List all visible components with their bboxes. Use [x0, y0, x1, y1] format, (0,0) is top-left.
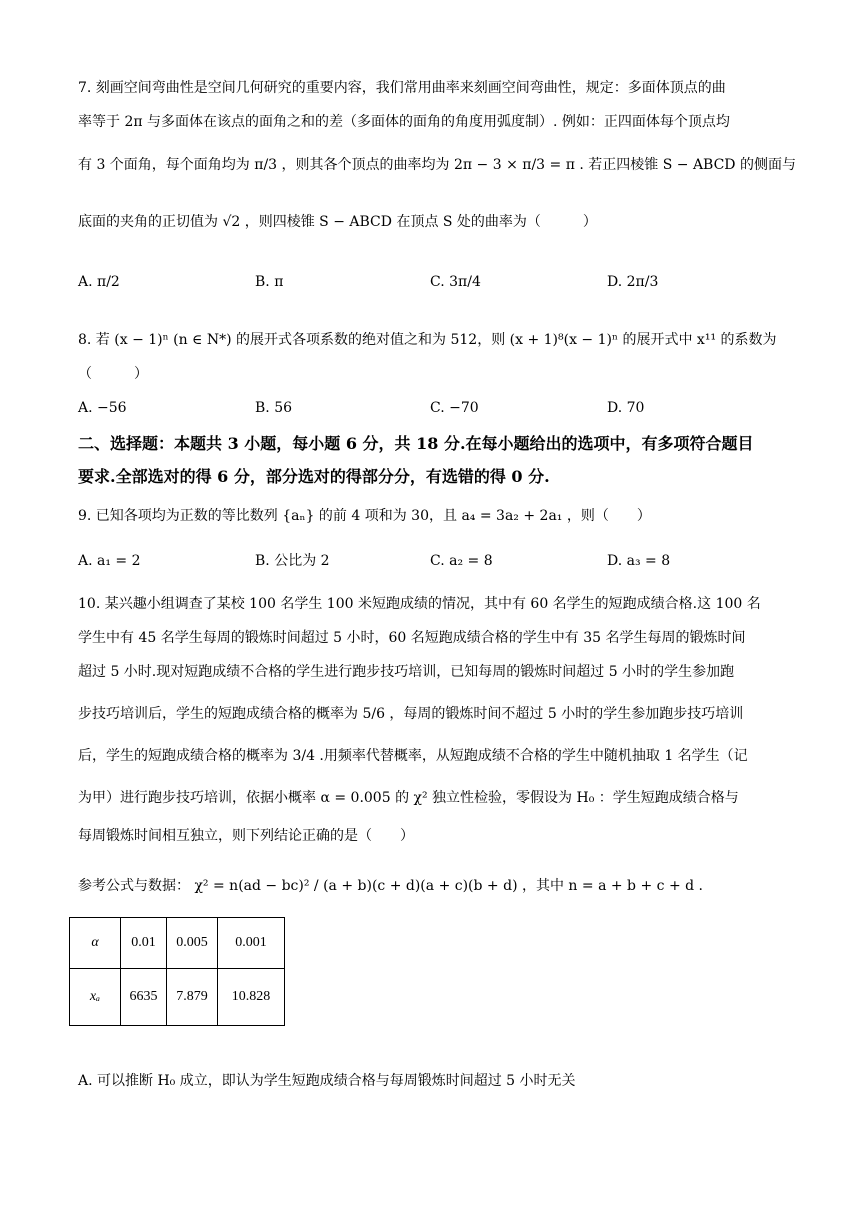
- table-row: [70, 918, 285, 969]
- q10-line-6: 为甲）进行跑步技巧培训，依据小概率 α = 0.005 的 χ² 独立性检验，零假设为 H₀ ：学生短跑成绩合格与: [78, 790, 739, 806]
- q8-option-c: C. −70: [430, 400, 479, 416]
- section-2-heading-line-1: 二、选择题：本题共 3 小题，每小题 6 分，共 18 分.在每小题给出的选项中，有多项符合题目: [78, 434, 754, 453]
- q10-line-5: 后，学生的短跑成绩合格的概率为 3/4 .用频率代替概率，从短跑成绩不合格的学生中随机抽取 1 名学生（记: [78, 748, 748, 764]
- q10-line-4: 步技巧培训后，学生的短跑成绩合格的概率为 5/6 ，每周的锻炼时间不超过 5 小时的学生参加跑步技巧培训: [78, 706, 744, 722]
- q7-line-4: 底面的夹角的正切值为 √2 ，则四棱锥 S − ABCD 在顶点 S 处的曲率为（ ）: [78, 214, 597, 230]
- q10-line-1: 10. 某兴趣小组调查了某校 100 名学生 100 米短跑成绩的情况，其中有 60 名学生的短跑成绩合格.这 100 名: [78, 596, 761, 612]
- table-cell: 0.01: [121, 918, 167, 969]
- q10-line-3: 超过 5 小时.现对短跑成绩不合格的学生进行跑步技巧培训，已知每周的锻炼时间超过 5 小时的学生参加跑: [78, 664, 735, 680]
- q9-option-c: C. a₂ = 8: [430, 553, 493, 569]
- q7-option-d: D. 2π/3: [607, 274, 659, 290]
- table-row: [70, 969, 285, 1026]
- q10-line-2: 学生中有 45 名学生每周的锻炼时间超过 5 小时，60 名短跑成绩合格的学生中有 35 名学生每周的锻炼时间: [78, 630, 746, 646]
- table-cell: 7.879: [167, 969, 218, 1026]
- q9-option-d: D. a₃ = 8: [607, 553, 671, 569]
- q7-line-3: 有 3 个面角，每个面角均为 π/3 ，则其各个顶点的曲率均为 2π − 3 × π/3 = π . 若正四棱锥 S − ABCD 的侧面与: [78, 157, 796, 173]
- critical-value-table: [69, 917, 285, 1026]
- section-2-heading-line-2: 要求.全部选对的得 6 分，部分选对的得部分分，有选错的得 0 分.: [78, 467, 550, 486]
- q7-option-a: A. π/2: [78, 274, 120, 290]
- table-cell-x-label: xₐ: [70, 969, 121, 1026]
- q7-line-2: 率等于 2π 与多面体在该点的面角之和的差（多面体的面角的角度用弧度制）. 例如：正四面体每个顶点均: [78, 114, 730, 130]
- q9-line-1: 9. 已知各项均为正数的等比数列 {aₙ} 的前 4 项和为 30，且 a₄ = 3a₂ + 2a₁ ，则（ ）: [78, 508, 651, 524]
- table-cell-alpha-label: α: [70, 918, 121, 969]
- q8-option-a: A. −56: [78, 400, 127, 416]
- q9-option-a: A. a₁ = 2: [78, 553, 141, 569]
- q7-line-1: 7. 刻画空间弯曲性是空间几何研究的重要内容，我们常用曲率来刻画空间弯曲性，规定：多面体顶点的曲: [78, 80, 726, 96]
- q9-option-b: B. 公比为 2: [255, 553, 330, 569]
- q7-option-b: B. π: [255, 274, 284, 290]
- q7-option-c: C. 3π/4: [430, 274, 481, 290]
- table-cell: 0.005: [167, 918, 218, 969]
- q8-option-b: B. 56: [255, 400, 293, 416]
- q10-option-a: A. 可以推断 H₀ 成立，即认为学生短跑成绩合格与每周锻炼时间超过 5 小时无关: [78, 1073, 576, 1089]
- q8-option-d: D. 70: [607, 400, 645, 416]
- q8-line-2: （ ）: [78, 366, 148, 382]
- table-cell: 10.828: [218, 969, 285, 1026]
- q8-line-1: 8. 若 (x − 1)ⁿ (n ∈ N*) 的展开式各项系数的绝对值之和为 512，则 (x + 1)⁸(x − 1)ⁿ 的展开式中 x¹¹ 的系数为: [78, 332, 777, 348]
- q10-line-7: 每周锻炼时间相互独立，则下列结论正确的是（ ）: [78, 828, 414, 844]
- table-cell: 0.001: [218, 918, 285, 969]
- q10-formula: 参考公式与数据： χ² = n(ad − bc)² / (a + b)(c + d)(a + c)(b + d) ，其中 n = a + b + c + d .: [78, 878, 703, 894]
- table-cell: 6635: [121, 969, 167, 1026]
